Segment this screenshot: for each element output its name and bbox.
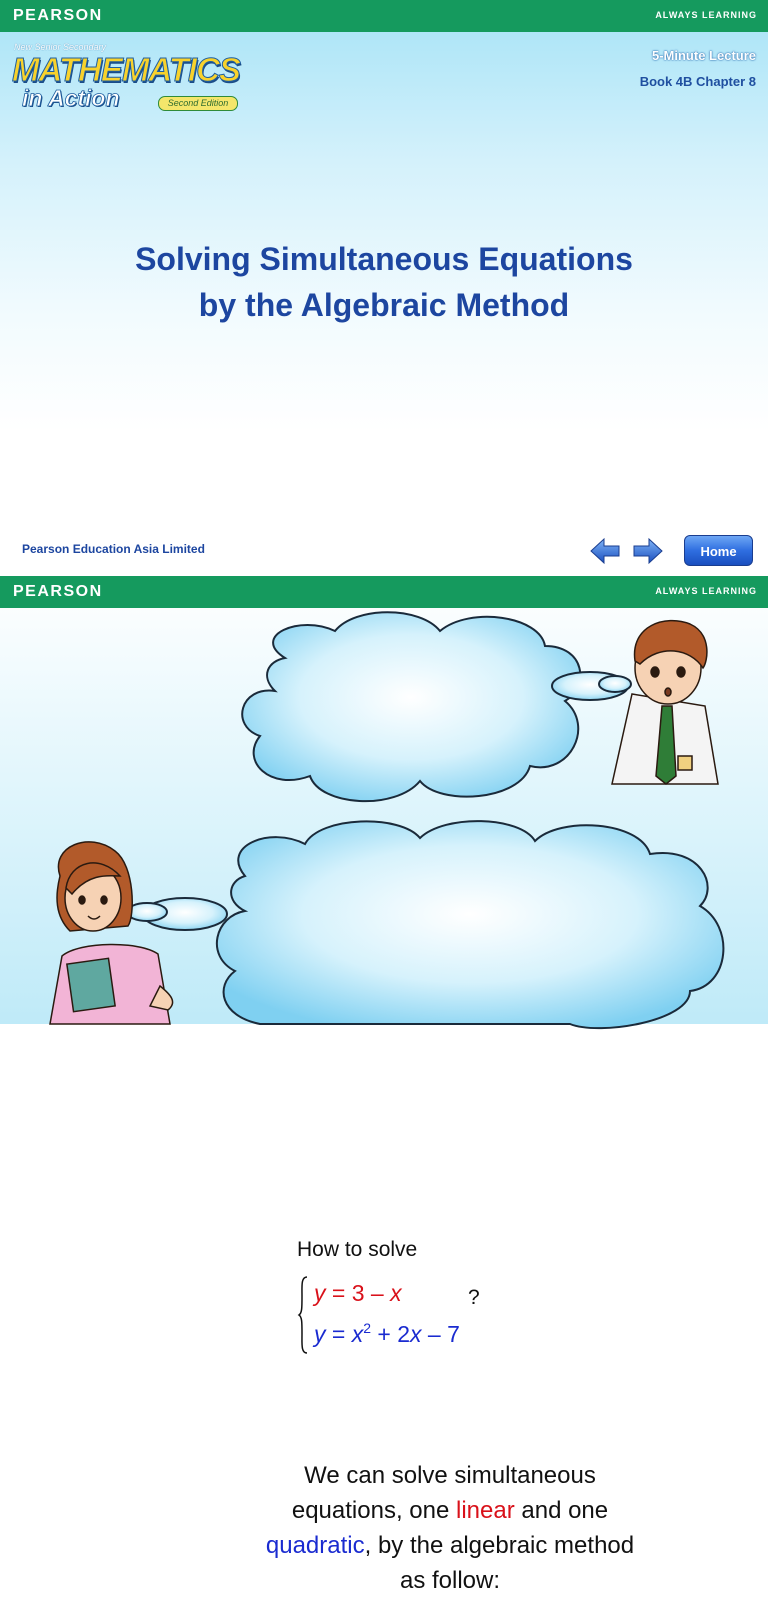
lecture-label: 5-Minute Lecture — [651, 48, 756, 63]
tagline: ALWAYS LEARNING — [655, 10, 757, 20]
answer-text: We can solve simultaneous equations, one linear and one quadratic, by the algebraic method as follow: — [265, 1462, 635, 1594]
thought-cloud-bottom — [127, 821, 723, 1028]
question-mark: ? — [468, 1286, 480, 1309]
tagline: ALWAYS LEARNING — [655, 586, 757, 596]
question-slide — [0, 576, 768, 1594]
chapter-label: Book 4B Chapter 8 — [639, 74, 756, 89]
logo-edition-badge: Second Edition — [158, 96, 238, 111]
linear-keyword: linear — [456, 1497, 515, 1524]
logo-series: New Senior Secondary — [14, 42, 107, 52]
top-bar — [0, 0, 768, 32]
quadratic-keyword: quadratic — [265, 1532, 365, 1559]
thought-cloud-top — [242, 612, 631, 801]
brand-logo: PEARSON — [13, 7, 103, 24]
brand-logo: PEARSON — [13, 583, 103, 600]
arrow-right-icon[interactable] — [632, 536, 664, 566]
logo-title: MATHEMATICS — [12, 51, 240, 88]
boy-character — [612, 621, 718, 784]
home-button[interactable]: Home — [684, 535, 753, 566]
girl-character — [50, 842, 173, 1024]
slide-title — [0, 236, 768, 328]
equation-brace — [298, 1276, 308, 1354]
publisher-label: Pearson Education Asia Limited — [22, 542, 205, 556]
equation-linear: y = 3 – x — [314, 1280, 402, 1306]
logo-subtitle: in Action — [22, 85, 120, 111]
illustration — [0, 576, 768, 1024]
arrow-left-icon[interactable] — [589, 536, 621, 566]
equation-quadratic: $y = x^2 + 2x - 7$ — [314, 1320, 460, 1347]
title-line-1: Solving Simultaneous Equations — [135, 241, 633, 277]
question-intro: How to solve — [297, 1238, 418, 1261]
title-slide — [0, 0, 768, 576]
title-line-2: by the Algebraic Method — [198, 287, 570, 323]
